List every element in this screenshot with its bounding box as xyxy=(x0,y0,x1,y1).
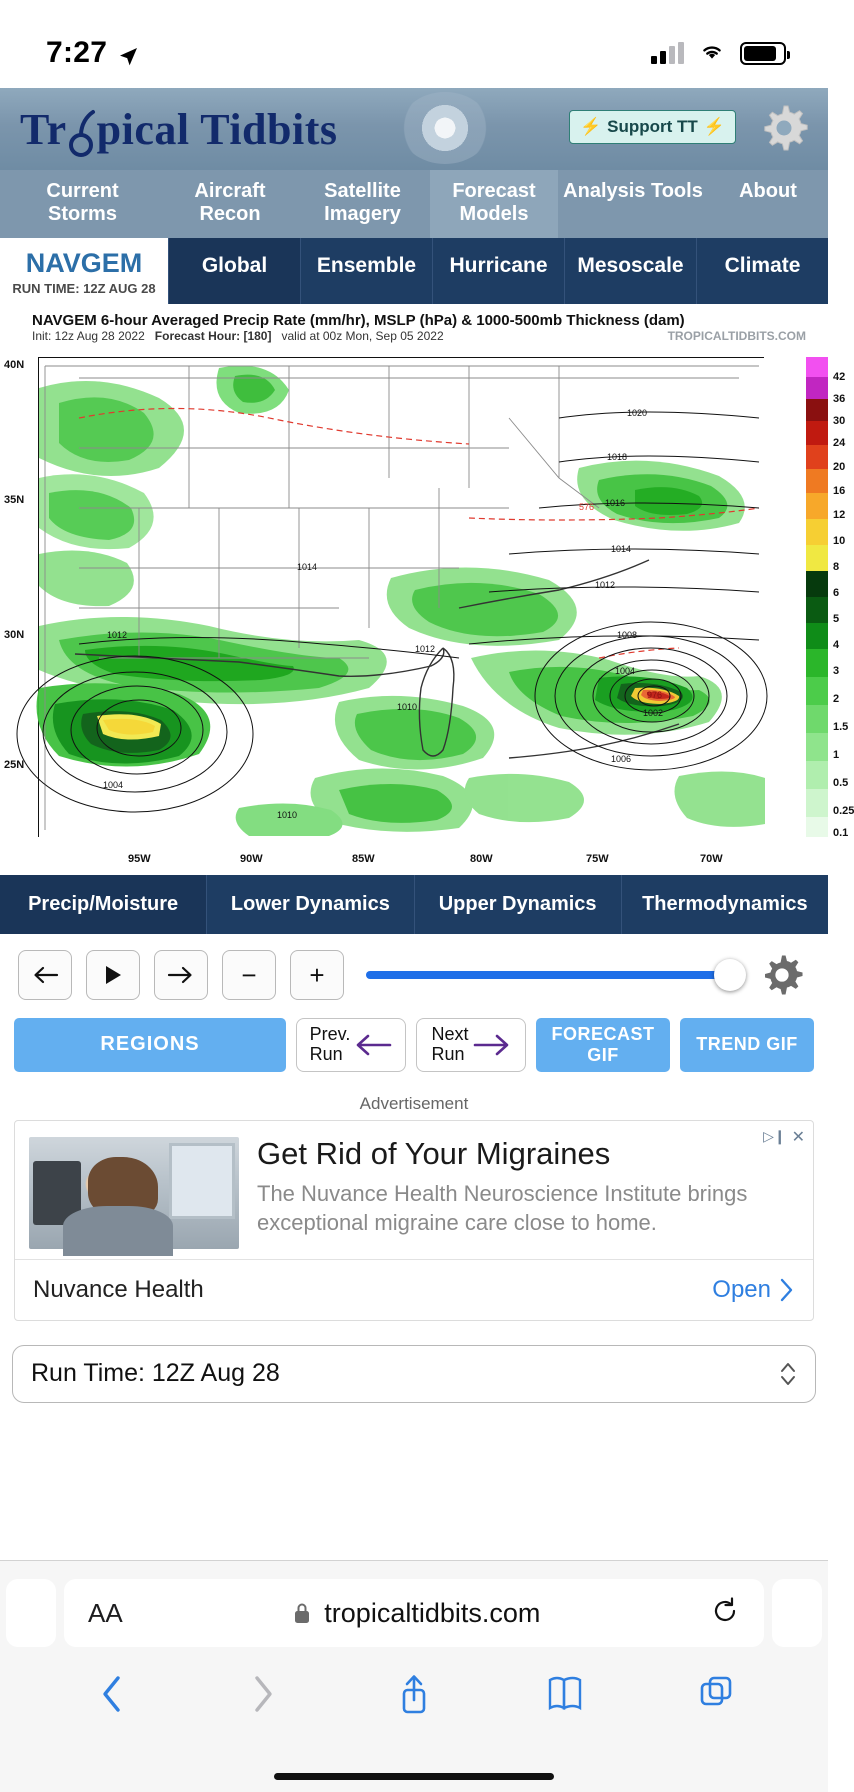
prev-run-label: Prev. Run xyxy=(309,1024,351,1064)
ad-open-button[interactable] xyxy=(712,1276,795,1304)
support-tt-label: Support TT xyxy=(607,117,698,136)
hurricane-swirl-graphic xyxy=(400,92,490,164)
bookmarks-button[interactable] xyxy=(535,1669,595,1719)
site-header xyxy=(0,88,828,170)
arrow-left-icon xyxy=(32,964,58,986)
step-back-button[interactable] xyxy=(18,950,72,1000)
nav-item-about[interactable]: About xyxy=(739,180,797,202)
ad-image xyxy=(29,1137,239,1249)
nav-item-forecast-models[interactable]: Forecast Models xyxy=(430,170,558,238)
isobar-label-1014: 1014 xyxy=(611,544,632,554)
cbar-label-4: 4 xyxy=(833,639,840,651)
cbar-label-42: 42 xyxy=(833,371,846,383)
share-button[interactable] xyxy=(384,1669,444,1719)
frame-slider-track[interactable] xyxy=(366,971,732,979)
safari-toolbar[interactable] xyxy=(0,1647,828,1719)
chevron-right-icon xyxy=(779,1277,795,1303)
step-forward-button[interactable] xyxy=(154,950,208,1000)
lat-label-25n: 25N xyxy=(4,759,25,771)
chevron-left-icon xyxy=(98,1672,126,1716)
isobar-label-1010b: 1010 xyxy=(277,810,298,820)
trend-gif-button[interactable]: TREND GIF xyxy=(680,1018,814,1072)
next-run-button[interactable] xyxy=(416,1018,526,1072)
url-text: tropicaltidbits.com xyxy=(324,1597,541,1628)
cbar-label-1p5: 1.5 xyxy=(833,721,849,733)
next-tab-peek[interactable] xyxy=(772,1579,822,1647)
nav-item-satellite-imagery[interactable]: Satellite Imagery xyxy=(324,180,401,225)
ad-footer[interactable] xyxy=(15,1259,813,1320)
location-arrow-icon xyxy=(117,42,139,64)
cellular-signal-icon xyxy=(651,42,684,64)
isobar-label-1018: 1018 xyxy=(607,452,628,462)
safari-bottom-bar[interactable] xyxy=(0,1560,828,1792)
tab-climate[interactable]: Climate xyxy=(696,238,828,304)
book-icon xyxy=(546,1672,584,1716)
nav-item-analysis-tools[interactable]: Analysis Tools xyxy=(563,180,703,202)
lon-label-90w: 90W xyxy=(240,853,263,865)
frame-slider[interactable] xyxy=(358,971,740,979)
map-title: NAVGEM 6-hour Averaged Precip Rate (mm/hr), MSLP (hPa) & 1000-500mb Thickness (dam) xyxy=(32,312,685,329)
map-image-wrapper[interactable] xyxy=(0,349,854,869)
cbar-label-16: 16 xyxy=(833,485,846,497)
cbar-label-24: 24 xyxy=(833,437,846,449)
map-watermark: TROPICALTIDBITS.COM xyxy=(667,329,806,343)
cbar-label-2: 2 xyxy=(833,693,840,705)
arrow-left-purple-icon xyxy=(354,1032,392,1058)
tab-lower-dynamics[interactable]: Lower Dynamics xyxy=(206,875,413,934)
parameter-tabs[interactable] xyxy=(0,875,828,934)
isobar-label-1014b: 1014 xyxy=(297,562,318,572)
speed-increase-button[interactable]: + xyxy=(290,950,344,1000)
reload-button[interactable] xyxy=(710,1596,740,1631)
ad-person-shirt-shape xyxy=(63,1206,173,1256)
tabs-button[interactable] xyxy=(686,1669,746,1719)
isobar-label-1012b: 1012 xyxy=(107,630,128,640)
logo-text-pre: Tr xyxy=(20,104,67,154)
adchoices-icon[interactable]: ▷❙ xyxy=(763,1128,786,1145)
cbar-label-12: 12 xyxy=(833,509,846,521)
isobar-label-1004: 1004 xyxy=(103,780,124,790)
lon-label-70w: 70W xyxy=(700,853,723,865)
precip-colorbar xyxy=(806,357,854,839)
run-time-select[interactable] xyxy=(12,1345,816,1403)
play-icon xyxy=(103,964,123,986)
home-indicator xyxy=(274,1773,554,1780)
close-icon[interactable]: ✕ xyxy=(791,1128,805,1146)
speed-decrease-button[interactable]: − xyxy=(222,950,276,1000)
isobar-label-1010: 1010 xyxy=(397,702,418,712)
prev-run-button[interactable] xyxy=(296,1018,406,1072)
run-time-select-wrapper[interactable] xyxy=(0,1321,828,1403)
advertisement-box[interactable] xyxy=(14,1120,814,1321)
lat-label-40n: 40N xyxy=(4,359,25,371)
next-run-label: Next Run xyxy=(431,1024,469,1064)
isobar-label-1002: 1002 xyxy=(643,708,664,718)
previous-tab-peek[interactable] xyxy=(6,1579,56,1647)
tab-global[interactable]: Global xyxy=(168,238,300,304)
logo-text-post: pical Tidbits xyxy=(96,104,338,154)
lon-label-95w: 95W xyxy=(128,853,151,865)
thickness-label-576: 576 xyxy=(579,502,595,512)
bolt-icon-right: ⚡ xyxy=(703,117,725,136)
ad-brand: Nuvance Health xyxy=(33,1275,204,1303)
forecast-gif-button[interactable]: FORECAST GIF xyxy=(536,1018,670,1072)
cbar-label-3: 3 xyxy=(833,665,840,677)
isobar-label-1006: 1006 xyxy=(611,754,632,764)
cbar-label-0p5: 0.5 xyxy=(833,777,849,789)
map-init: Init: 12z Aug 28 2022 xyxy=(32,329,145,343)
nav-item-current-storms[interactable]: Current Storms xyxy=(46,180,119,225)
model-bar xyxy=(0,238,828,304)
browser-forward-button[interactable] xyxy=(233,1669,293,1719)
model-category-tabs[interactable] xyxy=(168,238,828,304)
chevron-up-down-icon[interactable] xyxy=(779,1359,797,1389)
map-subtitle xyxy=(0,329,828,343)
map-panel xyxy=(0,304,854,869)
page-settings-button[interactable] xyxy=(88,1598,123,1629)
isobar-label-1008: 1008 xyxy=(617,630,638,640)
tab-upper-dynamics[interactable]: Upper Dynamics xyxy=(414,875,621,934)
cbar-label-1: 1 xyxy=(833,749,840,761)
cbar-label-8: 8 xyxy=(833,561,840,573)
tab-thermodynamics[interactable]: Thermodynamics xyxy=(621,875,828,934)
model-name: NAVGEM xyxy=(25,248,143,278)
ad-content[interactable] xyxy=(15,1121,813,1259)
status-time: 7:27 xyxy=(46,36,108,69)
lat-label-35n: 35N xyxy=(4,494,25,506)
ios-status-bar xyxy=(0,0,828,88)
status-indicators xyxy=(651,40,786,67)
battery-icon xyxy=(740,42,786,65)
ad-window-shape xyxy=(169,1143,235,1219)
chevron-right-icon xyxy=(249,1672,277,1716)
tab-mesoscale[interactable]: Mesoscale xyxy=(564,238,696,304)
cbar-label-0p25: 0.25 xyxy=(833,805,854,817)
status-time-group xyxy=(46,36,139,70)
ad-text xyxy=(239,1137,799,1249)
advertisement-label: Advertisement xyxy=(359,1093,469,1113)
browser-back-button[interactable] xyxy=(82,1669,142,1719)
cbar-label-36: 36 xyxy=(833,393,846,405)
cbar-label-5: 5 xyxy=(833,613,840,625)
regions-button[interactable]: REGIONS xyxy=(14,1018,286,1072)
aa-label: AA xyxy=(88,1597,123,1628)
header-gear-icon[interactable] xyxy=(758,102,810,159)
share-icon xyxy=(397,1672,431,1716)
cbar-label-10: 10 xyxy=(833,535,846,547)
nav-item-aircraft-recon[interactable]: Aircraft Recon xyxy=(194,180,266,225)
isobar-label-1012: 1012 xyxy=(595,580,616,590)
map-svg xyxy=(39,358,765,838)
cbar-label-30: 30 xyxy=(833,415,846,427)
ad-open-label: Open xyxy=(712,1275,771,1303)
isobar-label-1004b: 1004 xyxy=(615,666,636,676)
support-tt-button[interactable] xyxy=(569,110,736,144)
tab-precip-moisture[interactable]: Precip/Moisture xyxy=(0,875,206,934)
lon-label-75w: 75W xyxy=(586,853,609,865)
model-run-time: RUN TIME: 12Z AUG 28 xyxy=(12,281,156,296)
tab-ensemble[interactable]: Ensemble xyxy=(300,238,432,304)
site-logo[interactable] xyxy=(20,104,338,155)
lon-label-80w: 80W xyxy=(470,853,493,865)
reload-icon xyxy=(710,1596,740,1626)
main-navigation[interactable] xyxy=(0,170,828,238)
url-display[interactable] xyxy=(292,1598,540,1629)
address-bar[interactable] xyxy=(64,1579,764,1647)
lat-label-30n: 30N xyxy=(4,629,25,641)
tab-hurricane[interactable]: Hurricane xyxy=(432,238,564,304)
ad-controls[interactable] xyxy=(763,1127,805,1147)
play-button[interactable] xyxy=(86,950,140,1000)
wifi-icon xyxy=(698,40,726,67)
lock-icon xyxy=(292,1600,312,1626)
arrow-right-icon xyxy=(168,964,194,986)
forecast-map-canvas[interactable] xyxy=(38,357,764,837)
map-forecast-hour: Forecast Hour: [180] xyxy=(154,329,272,343)
isobar-label-1012c: 1012 xyxy=(415,644,436,654)
ad-headline: Get Rid of Your Migraines xyxy=(257,1135,611,1171)
cbar-label-0p1: 0.1 xyxy=(833,827,849,839)
map-valid-time: valid at 00z Mon, Sep 05 2022 xyxy=(281,329,444,343)
run-time-select-value: Run Time: 12Z Aug 28 xyxy=(31,1359,280,1388)
controls-gear-icon[interactable] xyxy=(754,952,810,998)
frame-slider-knob[interactable] xyxy=(714,959,746,991)
isobar-label-976: 976 xyxy=(647,690,663,700)
model-identity xyxy=(0,238,168,304)
bolt-icon-left: ⚡ xyxy=(580,117,602,136)
lon-label-85w: 85W xyxy=(352,853,375,865)
url-row[interactable] xyxy=(0,1561,828,1647)
cbar-label-6: 6 xyxy=(833,587,840,599)
ad-body: The Nuvance Health Neuroscience Institute brings exceptional migraine care close to home. xyxy=(257,1180,748,1235)
isobar-label-1020: 1020 xyxy=(627,408,648,418)
isobar-label-1016: 1016 xyxy=(605,498,626,508)
action-button-row[interactable] xyxy=(0,1006,828,1078)
cbar-label-20: 20 xyxy=(833,461,846,473)
tabs-icon xyxy=(698,1672,734,1716)
animation-controls[interactable] xyxy=(0,934,828,1006)
arrow-right-purple-icon xyxy=(473,1032,511,1058)
